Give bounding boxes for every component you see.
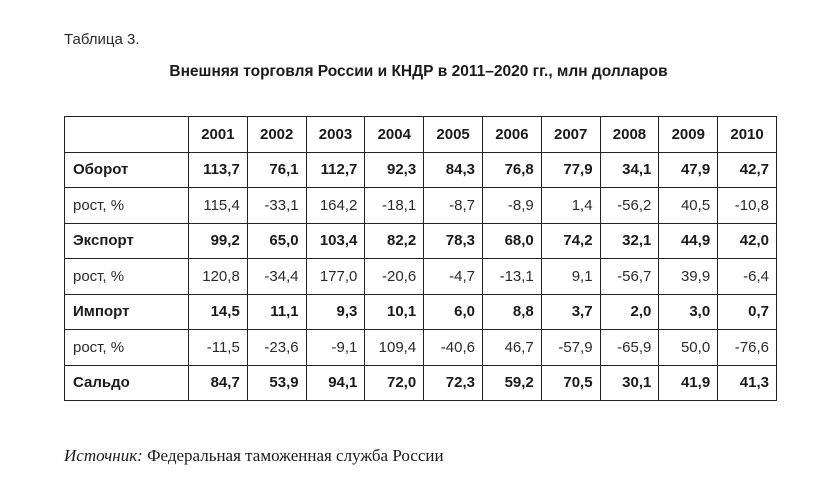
table-row xyxy=(65,259,777,295)
header-year: 2009 xyxy=(659,117,718,153)
table-cell: 30,1 xyxy=(600,365,659,401)
table-cell: 115,4 xyxy=(189,188,248,224)
table-cell: -8,7 xyxy=(424,188,483,224)
trade-table xyxy=(64,116,777,401)
table-cell: -33,1 xyxy=(247,188,306,224)
header-year: 2003 xyxy=(306,117,365,153)
table-row xyxy=(65,188,777,224)
table-cell: -11,5 xyxy=(189,330,248,366)
table-cell: 14,5 xyxy=(189,294,248,330)
table-cell: 1,4 xyxy=(541,188,600,224)
table-cell: -23,6 xyxy=(247,330,306,366)
table-cell: 8,8 xyxy=(482,294,541,330)
source-text: Федеральная таможенная служба России xyxy=(142,446,444,465)
table-cell: 9,3 xyxy=(306,294,365,330)
row-label: Сальдо xyxy=(65,365,189,401)
table-cell: -56,2 xyxy=(600,188,659,224)
table-cell: -65,9 xyxy=(600,330,659,366)
table-cell: -76,6 xyxy=(718,330,777,366)
table-cell: 41,9 xyxy=(659,365,718,401)
table-cell: 53,9 xyxy=(247,365,306,401)
table-cell: 44,9 xyxy=(659,223,718,259)
table-cell: 77,9 xyxy=(541,152,600,188)
table-cell: 76,1 xyxy=(247,152,306,188)
table-row xyxy=(65,365,777,401)
row-label: Оборот xyxy=(65,152,189,188)
table-cell: 46,7 xyxy=(482,330,541,366)
table-cell: 32,1 xyxy=(600,223,659,259)
table-cell: -4,7 xyxy=(424,259,483,295)
table-cell: 42,7 xyxy=(718,152,777,188)
table-cell: 113,7 xyxy=(189,152,248,188)
table-cell: -8,9 xyxy=(482,188,541,224)
header-year: 2006 xyxy=(482,117,541,153)
table-row xyxy=(65,330,777,366)
table-cell: 39,9 xyxy=(659,259,718,295)
table-cell: -56,7 xyxy=(600,259,659,295)
table-cell: 6,0 xyxy=(424,294,483,330)
table-row xyxy=(65,223,777,259)
table-cell: 11,1 xyxy=(247,294,306,330)
header-year: 2004 xyxy=(365,117,424,153)
table-cell: 65,0 xyxy=(247,223,306,259)
table-cell: 99,2 xyxy=(189,223,248,259)
table-cell: 120,8 xyxy=(189,259,248,295)
table-cell: 10,1 xyxy=(365,294,424,330)
header-year: 2010 xyxy=(718,117,777,153)
table-cell: -9,1 xyxy=(306,330,365,366)
table-row xyxy=(65,152,777,188)
table-cell: 177,0 xyxy=(306,259,365,295)
header-year: 2005 xyxy=(424,117,483,153)
table-cell: 72,0 xyxy=(365,365,424,401)
table-cell: -10,8 xyxy=(718,188,777,224)
source-note xyxy=(64,446,444,466)
table-cell: 72,3 xyxy=(424,365,483,401)
table-cell: -6,4 xyxy=(718,259,777,295)
table-cell: 76,8 xyxy=(482,152,541,188)
table-cell: 40,5 xyxy=(659,188,718,224)
table-row xyxy=(65,294,777,330)
header-corner-cell xyxy=(65,117,189,153)
table-cell: 41,3 xyxy=(718,365,777,401)
table-cell: 68,0 xyxy=(482,223,541,259)
table-header-row xyxy=(65,117,777,153)
table-cell: 3,0 xyxy=(659,294,718,330)
table-cell: 82,2 xyxy=(365,223,424,259)
table-cell: 112,7 xyxy=(306,152,365,188)
row-label: Импорт xyxy=(65,294,189,330)
table-cell: -34,4 xyxy=(247,259,306,295)
row-label: рост, % xyxy=(65,259,189,295)
table-cell: -18,1 xyxy=(365,188,424,224)
table-cell: 42,0 xyxy=(718,223,777,259)
table-cell: 9,1 xyxy=(541,259,600,295)
header-year: 2007 xyxy=(541,117,600,153)
table-cell: 2,0 xyxy=(600,294,659,330)
table-cell: 34,1 xyxy=(600,152,659,188)
table-cell: 74,2 xyxy=(541,223,600,259)
table-cell: -40,6 xyxy=(424,330,483,366)
table-cell: 103,4 xyxy=(306,223,365,259)
table-cell: -20,6 xyxy=(365,259,424,295)
table-cell: 164,2 xyxy=(306,188,365,224)
table-cell: 3,7 xyxy=(541,294,600,330)
source-label: Источник: xyxy=(64,446,143,465)
table-cell: 94,1 xyxy=(306,365,365,401)
header-year: 2002 xyxy=(247,117,306,153)
header-year: 2001 xyxy=(189,117,248,153)
table-cell: -57,9 xyxy=(541,330,600,366)
table-title: Внешняя торговля России и КНДР в 2011–2020 гг., млн долларов xyxy=(169,63,668,80)
row-label: рост, % xyxy=(65,330,189,366)
table-cell: 78,3 xyxy=(424,223,483,259)
table-cell: 47,9 xyxy=(659,152,718,188)
table-number-label: Таблица 3. xyxy=(64,31,140,48)
table-cell: 50,0 xyxy=(659,330,718,366)
table-cell: -13,1 xyxy=(482,259,541,295)
header-year: 2008 xyxy=(600,117,659,153)
row-label: рост, % xyxy=(65,188,189,224)
table-cell: 109,4 xyxy=(365,330,424,366)
table-cell: 84,3 xyxy=(424,152,483,188)
table-cell: 0,7 xyxy=(718,294,777,330)
table-cell: 92,3 xyxy=(365,152,424,188)
table-cell: 70,5 xyxy=(541,365,600,401)
row-label: Экспорт xyxy=(65,223,189,259)
table-cell: 59,2 xyxy=(482,365,541,401)
table-cell: 84,7 xyxy=(189,365,248,401)
